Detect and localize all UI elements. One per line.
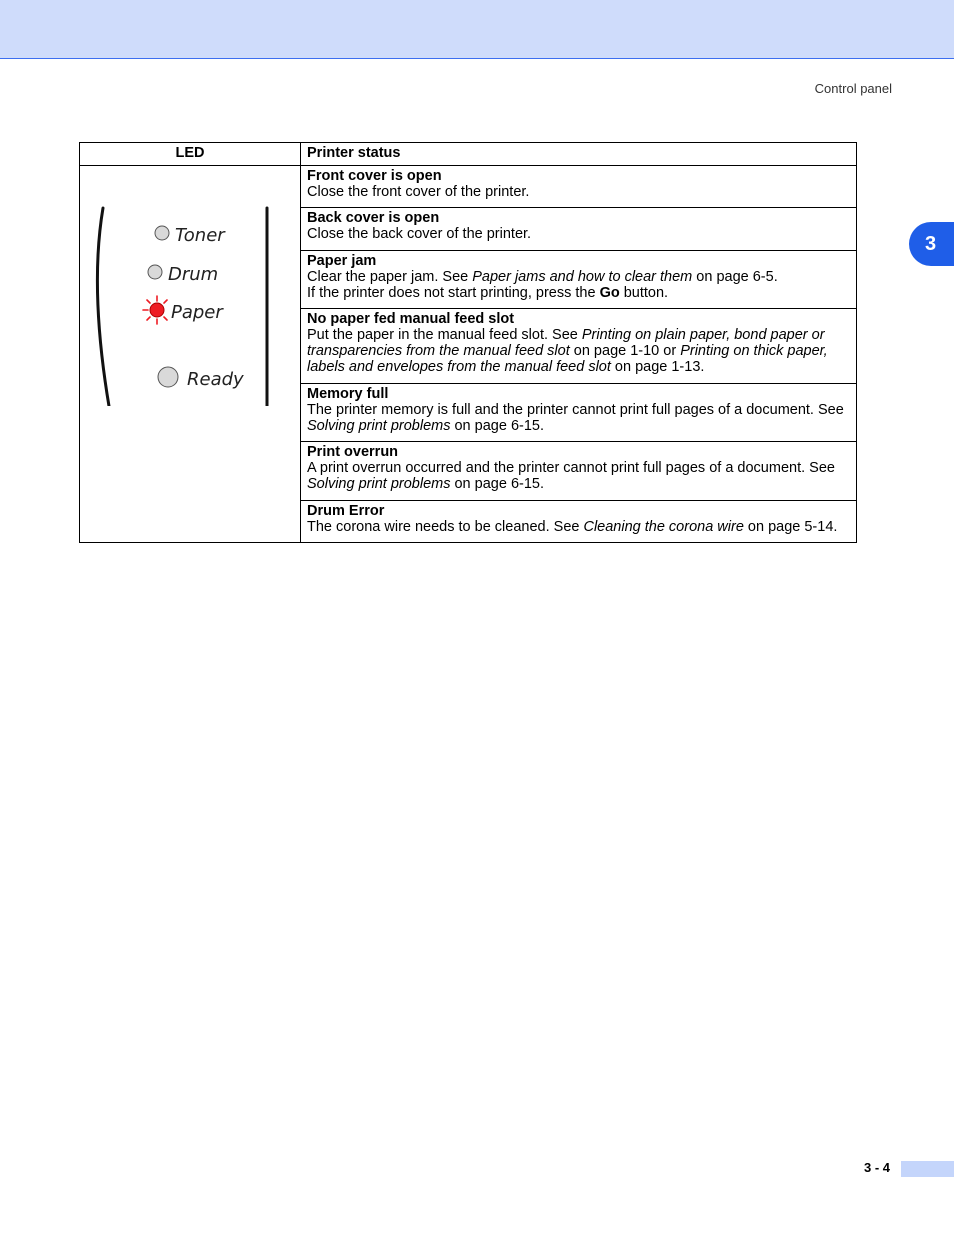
body-text: on page 5-14. <box>743 518 838 535</box>
body-text: on page 6-15. <box>450 417 544 434</box>
status-cell <box>301 166 857 208</box>
section-title: Control panel <box>814 81 892 96</box>
body-text: Clear the paper jam. See <box>307 268 473 285</box>
status-description <box>307 519 837 535</box>
body-text: on page 1-13. <box>610 359 705 376</box>
status-description <box>307 327 828 375</box>
led-paper <box>143 296 224 324</box>
status-cell <box>301 208 857 250</box>
status-cell <box>301 250 857 308</box>
body-text: on page 1-10 or <box>569 343 681 360</box>
led-paper-indicator <box>150 303 164 317</box>
chapter-number: 3 <box>924 232 937 255</box>
body-text: The printer memory is full and the printer cannot print full pages of a document. See <box>307 401 844 418</box>
body-text: on page 6-15. <box>450 476 544 493</box>
led-drum-label: Drum <box>168 264 219 285</box>
cross-reference-text: Solving print problems <box>307 476 451 493</box>
status-title: Print overrun <box>307 444 399 461</box>
page-number: 3 - 4 <box>864 1160 891 1175</box>
status-title: Back cover is open <box>307 210 440 227</box>
chapter-tab[interactable] <box>909 222 954 266</box>
column-header-led: LED <box>80 143 301 166</box>
body-text: Close the back cover of the printer. <box>307 226 532 243</box>
led-ready-label: Ready <box>187 369 244 390</box>
body-text: on page 6-5. <box>692 268 778 285</box>
status-cell <box>301 442 857 500</box>
status-description <box>307 269 778 301</box>
table-header-row <box>80 143 857 166</box>
cross-reference-text: Paper jams and how to clear them <box>472 268 693 285</box>
led-drum-indicator <box>148 265 162 279</box>
header-band <box>0 0 954 59</box>
emphasis-text: Go <box>599 284 620 301</box>
body-text: Close the front cover of the printer. <box>307 184 530 200</box>
led-toner-label: Toner <box>175 225 225 246</box>
status-title: No paper fed manual feed slot <box>307 311 515 328</box>
table-row <box>80 166 857 208</box>
status-cell <box>301 309 857 384</box>
cross-reference-text: Printing on plain paper, bond paper or transparencies from the manual feed slot <box>307 327 825 360</box>
body-text: Put the paper in the manual feed slot. See <box>307 327 582 344</box>
led-ready <box>158 367 244 390</box>
led-ready-indicator <box>158 367 178 387</box>
body-text: The corona wire needs to be cleaned. See <box>307 518 584 535</box>
status-description <box>307 184 529 200</box>
led-panel-illustration <box>80 166 301 406</box>
status-description <box>307 226 531 242</box>
led-toner-indicator <box>155 226 169 240</box>
led-paper-label: Paper <box>171 302 223 323</box>
status-cell <box>301 383 857 441</box>
status-title: Paper jam <box>307 252 377 269</box>
status-description <box>307 460 835 492</box>
led-toner <box>155 225 226 246</box>
status-title: Front cover is open <box>307 168 442 184</box>
column-header-printer-status: Printer status <box>301 143 857 166</box>
cross-reference-text: Cleaning the corona wire <box>583 518 744 535</box>
panel-left-bracket <box>97 208 110 406</box>
status-cell <box>301 500 857 542</box>
body-text: A print overrun occurred and the printer cannot print full pages of a document. See <box>307 460 835 477</box>
status-title: Drum Error <box>307 502 385 519</box>
cross-reference-text: Solving print problems <box>307 417 451 434</box>
status-title: Memory full <box>307 385 389 402</box>
status-description <box>307 402 844 434</box>
cross-reference-text: Printing on thick paper, labels and envelopes from the manual feed slot <box>307 343 828 376</box>
led-status-table <box>79 142 857 543</box>
body-text: If the printer does not start printing, press the <box>307 284 600 301</box>
led-cell <box>80 166 301 543</box>
footer-band <box>901 1161 954 1177</box>
led-drum <box>148 264 218 285</box>
body-text: button. <box>619 284 669 301</box>
